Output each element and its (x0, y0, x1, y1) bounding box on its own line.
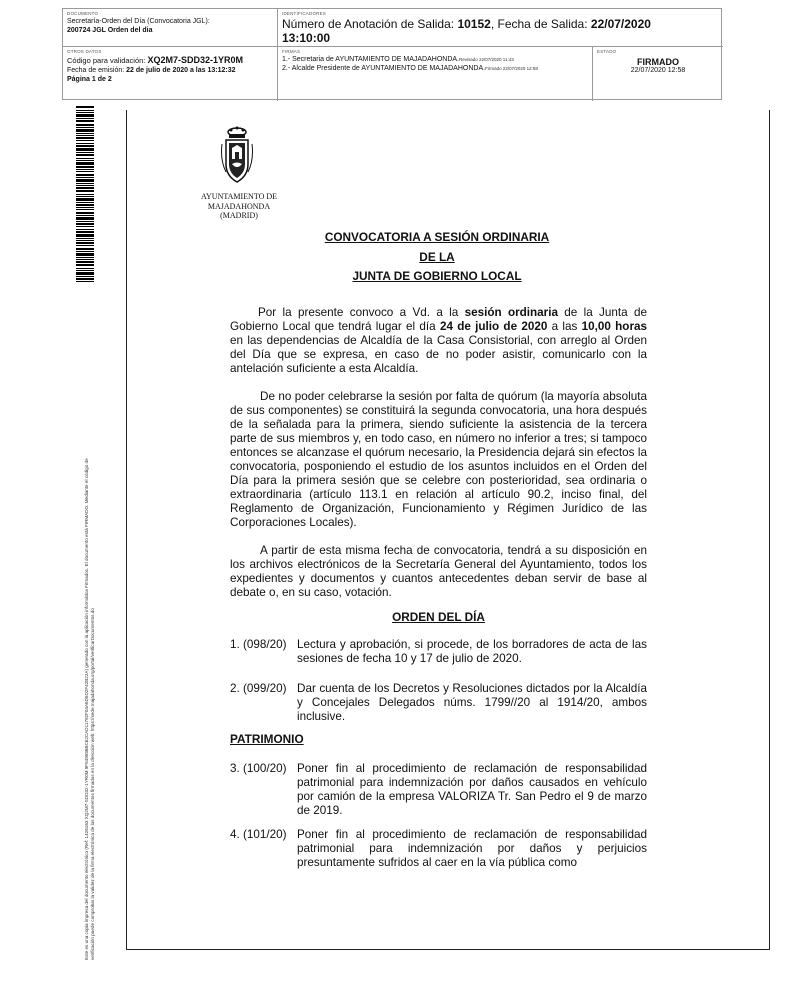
p1-session-date: 24 de julio de 2020 (439, 320, 548, 333)
status-date: 22/07/2020 12:58 (630, 67, 686, 74)
barcode-bar (76, 217, 94, 220)
barcode-bar (76, 240, 94, 241)
p1-text-1: Por la presente convoco a Vd. a la (258, 306, 465, 319)
barcode-bar (76, 110, 94, 111)
firma-2-meta: Firmado 22/07/2020 12:58 (485, 66, 538, 71)
anotacion-mid: , Fecha de Salida: (490, 17, 591, 31)
barcode-bar (76, 234, 94, 237)
barcode-bar (76, 162, 94, 165)
barcode-bar (76, 190, 94, 192)
p1-text-4: en las dependencias de Alcaldía de la Casa Consistorial, con arreglo al Orden del Día que se expresa, en caso de no poder asistir, comunicarlo con la antelación suficiente a esta Alcaldía. (230, 334, 647, 375)
title-line-3: JUNTA DE GOBIERNO LOCAL (352, 269, 522, 283)
anotacion-date: 22/07/2020 (590, 17, 651, 31)
anotacion-line (282, 17, 719, 31)
barcode-bar (76, 118, 94, 119)
document-title (247, 228, 627, 287)
barcode-bar (76, 177, 94, 178)
barcode-bar (76, 140, 94, 141)
agenda-item-text: Dar cuenta de los Decretos y Resoluciones dictados por la Alcaldía y Concejales Delegados núms. 1799//20 al 1914/20, ambos inclusive. (297, 682, 647, 723)
firma-1-meta: Revisado 22/07/2020 11:43 (459, 57, 514, 62)
barcode-bar (76, 129, 94, 132)
p1-session-type: sesión ordinaria (464, 306, 558, 319)
barcode-bar (76, 152, 94, 153)
paragraph-archivos: A partir de esta misma fecha de convocatoria, tendrá a su disposición en los archivos electrónicos de la Secretaría General del Ayuntamiento, todos los expedientes y documentos y cuantos antecedentes deban servir de base al debate o, en su caso, votación. (230, 544, 647, 599)
page-count: Página 1 de 2 (67, 76, 112, 83)
barcode-bar (76, 120, 94, 122)
barcode-bar (76, 242, 94, 244)
barcode-bar (76, 231, 94, 233)
barcode-bar (76, 264, 94, 266)
agenda-item-number: 1. (098/20) (230, 638, 287, 651)
barcode-bar (76, 112, 94, 113)
barcode-bar (76, 270, 94, 271)
barcode-bar (76, 154, 94, 156)
agenda-item (230, 682, 647, 724)
barcode-bar (76, 245, 94, 246)
firma-2 (282, 64, 588, 73)
barcode-bar (76, 158, 94, 159)
anotacion-prefix: Número de Anotación de Salida: (282, 17, 458, 31)
barcode-bar (76, 166, 94, 168)
barcode-bar (76, 215, 94, 216)
validation-code-line (67, 55, 273, 66)
barcode-bar (76, 127, 94, 128)
emission-date: 22 de julio de 2020 a las 13:12:32 (126, 67, 236, 74)
identificadores-caption: IDENTIFICADORES (282, 11, 327, 16)
validation-code: XQ2M7-SDD32-1YR0M (147, 55, 243, 65)
firmas-caption: FIRMAS (282, 49, 301, 54)
firma-1 (282, 55, 588, 64)
barcode-bar (76, 257, 94, 258)
p1-text-3: a las (547, 320, 582, 333)
barcode-bar (76, 187, 94, 189)
verification-vertical-text (84, 300, 98, 960)
firmas-cell (278, 47, 593, 101)
barcode-bar (76, 238, 94, 239)
paragraph-quorum: De no poder celebrarse la sesión por falta de quórum (la mayoría absoluta de sus componentes) se constituirá la segunda convocatoria, una hora después de la señalada para la primera, siendo suficiente la asistencia de la tercera parte de sus miembros y, en todo caso, en número no inferior a tres; si tampoco entonces se alcanzase el quórum necesario, la Presidencia dejará sin efectos la convocatoria, posponiendo el estudio de los asuntos incluidos en el Orden del Día para la primera sesión que se celebre con posterioridad, sea ordinaria o extraordinaria (artículo 113.1 en relación al artículo 90.2, inciso final, del Reglamento de Organización, Funcionamiento y Régimen Jurídico de las Corporaciones Locales). (230, 390, 647, 529)
title-line-1: CONVOCATORIA A SESIÓN ORDINARIA (324, 230, 550, 244)
agenda-item-text: Poner fin al procedimiento de reclamación de responsabilidad patrimonial para indemnización por daños causados en vehículo por camión de la empresa VALORIZA Tr. San Pedro el 9 de marzo de 2019. (297, 762, 647, 817)
otros-datos-cell (63, 47, 278, 101)
barcode (76, 106, 94, 283)
barcode-bar (76, 114, 94, 117)
barcode-bar (76, 137, 94, 139)
barcode-bar (76, 278, 94, 280)
barcode-bar (76, 276, 94, 277)
p1-text-2: de la Junta de Gobierno Local que tendrá lugar el día (230, 306, 647, 333)
agenda-item (230, 638, 647, 666)
estado-cell (593, 47, 723, 101)
barcode-bar (76, 259, 94, 260)
firma-1-text: 1.- Secretaria de AYUNTAMIENTO DE MAJADAHONDA. (282, 56, 459, 63)
barcode-bar (76, 202, 94, 203)
section-patrimonio: PATRIMONIO (230, 732, 304, 746)
document-page (126, 110, 770, 950)
barcode-bar (76, 174, 94, 176)
barcode-bar (76, 223, 94, 225)
barcode-bar (76, 248, 94, 250)
barcode-bar (76, 204, 94, 206)
barcode-bar (76, 221, 94, 222)
barcode-bar (76, 251, 94, 252)
barcode-bar (76, 145, 94, 147)
municipality-name (185, 192, 293, 221)
otros-datos-caption: OTROS DATOS (67, 49, 102, 54)
barcode-bar (76, 268, 94, 269)
municipality-line-3: (MADRID) (220, 211, 258, 221)
orden-del-dia-title: ORDEN DEL DÍA (392, 610, 485, 624)
municipal-crest-icon (220, 126, 254, 186)
validation-code-label: Código para validación: (67, 56, 148, 65)
municipality-line-1: AYUNTAMIENTO DE (200, 192, 278, 201)
barcode-bar (76, 209, 94, 210)
verification-line-1: Este es una copia impresa del documento electrónico (Ref: 1426163 XQ2M7-SDD32-1YR0M 9F549586BC62CAD11792F04A6D5D2F42B22A) generado con la aplicación informática Firmadoc. El documento está FIRMADO. Mediante el código de (84, 458, 89, 960)
barcode-bar (76, 133, 94, 134)
barcode-bar (76, 198, 94, 201)
barcode-bar (76, 272, 94, 275)
documento-caption: DOCUMENTO (67, 11, 99, 16)
barcode-bar (76, 135, 94, 136)
emission-label: Fecha de emisión: (67, 67, 127, 74)
barcode-bar (76, 106, 94, 108)
p1-session-time: 10,00 horas (581, 320, 647, 333)
barcode-bar (76, 226, 94, 227)
barcode-bar (76, 185, 94, 186)
estado-caption: ESTADO (597, 49, 617, 54)
documento-line2: 200724 JGL Orden del dia (67, 27, 153, 34)
documento-cell (63, 9, 278, 47)
verification-line-2: verificación puede comprobar la validez de la firma electrónica de los documentos firmados en la dirección web: https://sede.majadahonda.org/portal/verificarDocumentos.do (90, 608, 96, 960)
agenda-item-number: 3. (100/20) (230, 762, 287, 775)
status-badge: FIRMADO (637, 57, 679, 67)
barcode-bar (76, 171, 94, 172)
municipality-line-2: MAJADAHONDA (207, 201, 271, 211)
barcode-bar (76, 196, 94, 197)
paragraph-convocatoria (230, 306, 647, 376)
barcode-bar (76, 169, 94, 170)
anotacion-time: 13:10:00 (282, 31, 331, 45)
barcode-bar (76, 281, 94, 282)
anotacion-number: 10152 (457, 17, 491, 31)
barcode-bar (76, 229, 94, 230)
agenda-item-text: Poner fin al procedimiento de reclamación de responsabilidad patrimonial para indemnización por daños y perjuicios presuntamente sufridos al caer en la vía pública como (297, 828, 647, 869)
agenda-item-number: 2. (099/20) (230, 682, 287, 695)
barcode-bar (76, 207, 94, 208)
barcode-bar (76, 124, 94, 126)
barcode-bar (76, 179, 94, 182)
firma-2-text: 2.- Alcalde Presidente de AYUNTAMIENTO DE MAJADAHONDA. (282, 65, 486, 72)
body-text (230, 306, 647, 614)
emission-line (67, 66, 273, 75)
barcode-bar (76, 194, 94, 195)
agenda-item-text: Lectura y aprobación, si procede, de los borradores de acta de las sesiones de fecha 10 y 17 de julio de 2020. (297, 638, 647, 665)
signature-header (62, 8, 722, 100)
barcode-bar (76, 148, 94, 151)
documento-line1: Secretaría-Orden del Día (Convocatoria JGL): (67, 18, 210, 25)
agenda-item (230, 762, 647, 818)
barcode-bar (76, 253, 94, 256)
barcode-bar (76, 212, 94, 214)
agenda-item-number: 4. (101/20) (230, 828, 287, 841)
identificadores-cell (278, 9, 723, 47)
barcode-bar (76, 261, 94, 263)
barcode-bar (76, 183, 94, 184)
barcode-bar (76, 160, 94, 161)
title-line-2: DE LA (419, 249, 455, 264)
agenda-item (230, 828, 647, 870)
barcode-bar (76, 143, 94, 144)
